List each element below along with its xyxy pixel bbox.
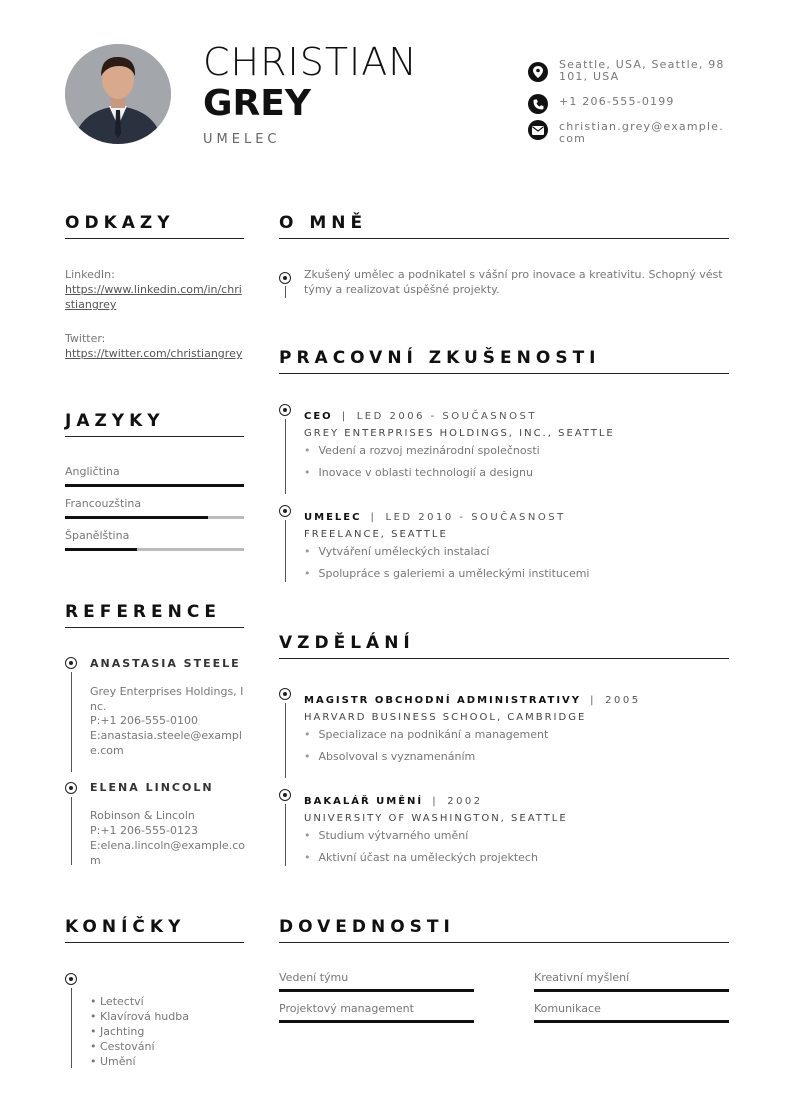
about-divider <box>279 238 729 239</box>
education-bullet: • Studium výtvarného umění <box>304 829 468 842</box>
contact-email: christian.grey@example.com <box>559 120 724 145</box>
email-icon <box>528 120 548 140</box>
timeline-line <box>285 419 286 494</box>
skill-bar <box>279 1020 474 1023</box>
separator: | <box>590 695 597 706</box>
education-bullet: • Aktivní účast na uměleckých projektech <box>304 851 538 864</box>
languages-heading: JAZYKY <box>65 411 165 431</box>
experience-divider <box>279 373 729 374</box>
linkedin-label: LinkedIn: <box>65 268 115 281</box>
skills-divider <box>279 942 729 943</box>
education-header <box>304 789 483 808</box>
degree-title: MAGISTR OBCHODNÍ ADMINISTRATIVY <box>304 695 582 706</box>
degree-year: 2002 <box>447 796 483 807</box>
timeline-dot-icon <box>65 782 77 794</box>
timeline-dot-icon <box>65 973 77 985</box>
linkedin-link[interactable]: https://www.linkedin.com/in/christiangrey <box>65 283 242 311</box>
timeline-dot-icon <box>279 789 291 801</box>
timeline-line <box>71 672 72 772</box>
timeline-line <box>285 520 286 582</box>
skills-heading: DOVEDNOSTI <box>279 917 455 937</box>
job-company: FREELANCE, SEATTLE <box>304 529 448 540</box>
location-icon <box>528 62 548 82</box>
language-name: Angličtina <box>65 465 120 478</box>
hobby-item: • Jachting <box>90 1024 189 1039</box>
last-name: GREY <box>203 83 311 124</box>
job-header <box>304 505 566 524</box>
timeline-line <box>285 286 286 298</box>
reference-company: Robinson & Lincoln <box>90 809 195 822</box>
links-heading: ODKAZY <box>65 213 175 233</box>
profile-photo <box>65 44 171 144</box>
hobby-item: • Cestování <box>90 1039 189 1054</box>
degree-title: BAKALÁŘ UMĚNÍ <box>304 796 424 807</box>
job-bullet: • Spolupráce s galeriemi a uměleckými institucemi <box>304 567 590 580</box>
about-heading: O MNĚ <box>279 213 368 233</box>
reference-email: E:anastasia.steele@example.com <box>90 729 242 757</box>
skill-name: Vedení týmu <box>279 971 349 984</box>
job-header <box>304 404 537 423</box>
education-bullet: • Specializace na podnikání a management <box>304 728 548 741</box>
timeline-line <box>285 804 286 866</box>
separator: | <box>432 796 439 807</box>
about-text: Zkušený umělec a podnikatel s vášní pro inovace a kreativitu. Schopný vést týmy a realizovat úspěšné projekty. <box>304 268 723 296</box>
language-name: Španělština <box>65 529 130 542</box>
timeline-line <box>285 703 286 778</box>
hobby-item: • Letectví <box>90 994 189 1009</box>
hobby-item: • Umění <box>90 1054 189 1069</box>
skill-bar <box>279 989 474 992</box>
reference-email: E:elena.lincoln@example.com <box>90 839 245 867</box>
separator: | <box>370 512 377 523</box>
job-company: GREY ENTERPRISES HOLDINGS, INC., SEATTLE <box>304 428 615 439</box>
links-divider <box>65 238 244 239</box>
timeline-dot-icon <box>279 688 291 700</box>
contact-address: Seattle, USA, Seattle, 98101, USA <box>559 58 725 83</box>
twitter-label: Twitter: <box>65 332 106 345</box>
education-divider <box>279 658 729 659</box>
degree-year: 2005 <box>605 695 641 706</box>
reference-name: ELENA LINCOLN <box>90 781 214 794</box>
skill-bar <box>534 1020 729 1023</box>
timeline-dot-icon <box>279 272 291 284</box>
school-name: HARVARD BUSINESS SCHOOL, CAMBRIDGE <box>304 712 587 723</box>
education-bullet: • Absolvoval s vyznamenáním <box>304 750 475 763</box>
contact-phone: +1 206-555-0199 <box>559 95 675 108</box>
job-bullet: • Vedení a rozvoj mezinárodní společnosti <box>304 444 540 457</box>
hobbies-list <box>90 994 189 1069</box>
hobbies-heading: KONÍČKY <box>65 917 186 937</box>
job-title: CEO <box>304 411 333 422</box>
first-name: CHRISTIAN <box>203 40 418 84</box>
experience-heading: PRACOVNÍ ZKUŠENOSTI <box>279 348 601 368</box>
separator: | <box>341 411 348 422</box>
job-bullet: • Inovace v oblasti technologií a designu <box>304 466 533 479</box>
reference-name: ANASTASIA STEELE <box>90 657 241 670</box>
timeline-line <box>71 797 72 865</box>
skill-name: Komunikace <box>534 1002 601 1015</box>
language-level-bar <box>65 484 244 487</box>
language-level-bar <box>65 516 244 519</box>
reference-phone: P:+1 206-555-0123 <box>90 824 198 837</box>
timeline-dot-icon <box>65 657 77 669</box>
languages-divider <box>65 436 244 437</box>
timeline-dot-icon <box>279 505 291 517</box>
job-dates: LED 2006 - SOUČASNOST <box>356 411 537 422</box>
skill-name: Projektový management <box>279 1002 414 1015</box>
education-header <box>304 688 641 707</box>
hobbies-divider <box>65 942 244 943</box>
references-heading: REFERENCE <box>65 602 221 622</box>
education-heading: VZDĚLÁNÍ <box>279 633 415 653</box>
job-title: UMELEC <box>304 512 362 523</box>
skill-bar <box>534 989 729 992</box>
hobby-item: • Klavírová hudba <box>90 1009 189 1024</box>
language-name: Francouzština <box>65 497 142 510</box>
language-level-bar <box>65 548 244 551</box>
twitter-link[interactable]: https://twitter.com/christiangrey <box>65 347 243 360</box>
skill-name: Kreativní myšlení <box>534 971 630 984</box>
timeline-dot-icon <box>279 404 291 416</box>
reference-company: Grey Enterprises Holdings, Inc. <box>90 685 244 713</box>
phone-icon <box>528 94 548 114</box>
school-name: UNIVERSITY OF WASHINGTON, SEATTLE <box>304 813 568 824</box>
timeline-line <box>71 988 72 1068</box>
references-divider <box>65 627 244 628</box>
job-bullet: • Vytváření uměleckých instalací <box>304 545 489 558</box>
reference-phone: P:+1 206-555-0100 <box>90 714 198 727</box>
job-role: UMELEC <box>203 132 281 147</box>
job-dates: LED 2010 - SOUČASNOST <box>385 512 566 523</box>
